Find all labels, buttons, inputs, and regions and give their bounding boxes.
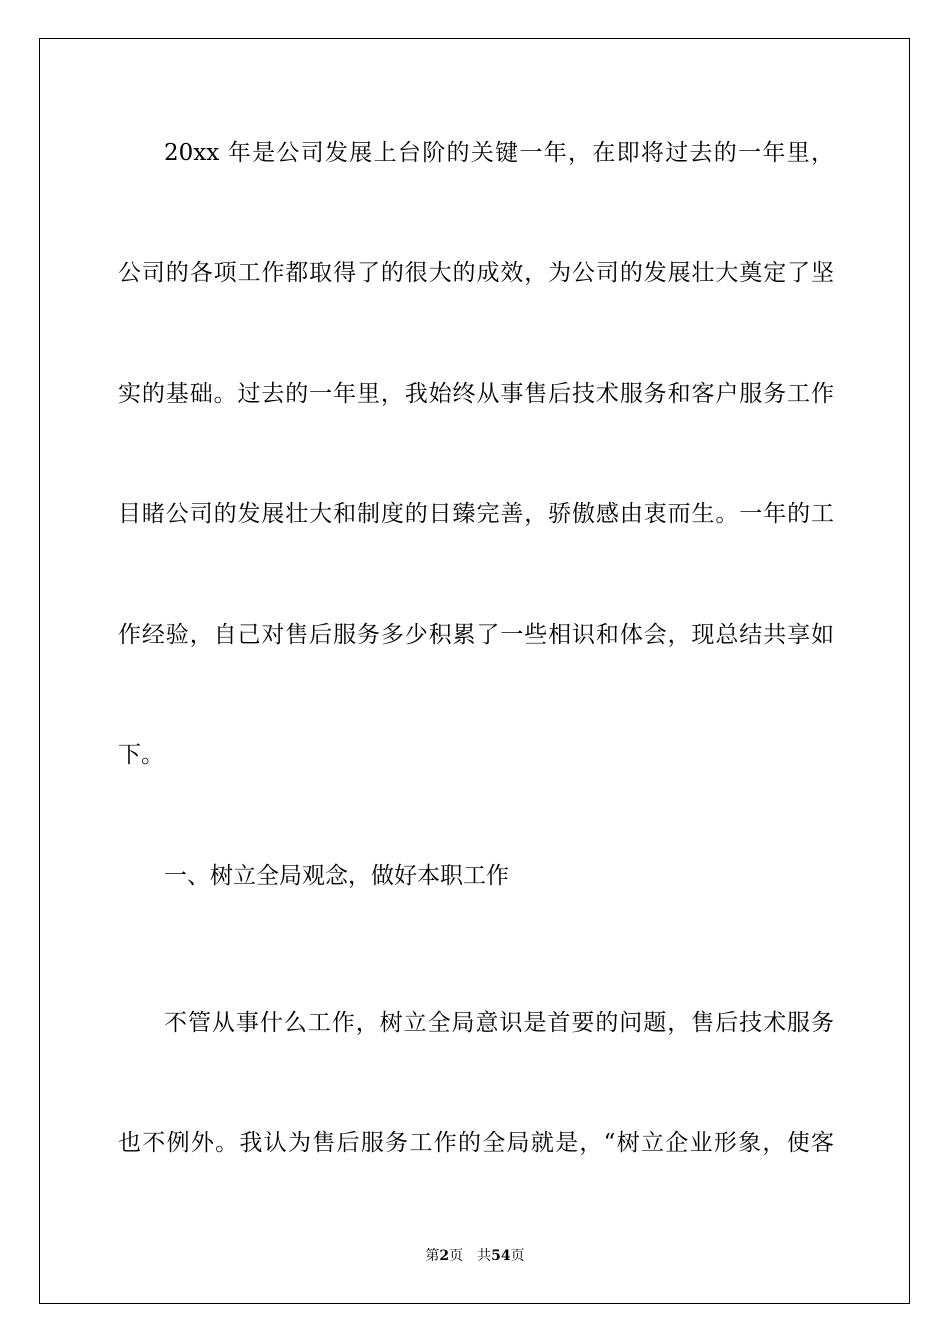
paragraph-line-3: 实的基础。过去的一年里，我始终从事售后技术服务和客户服务工作 — [118, 381, 834, 407]
page-border — [39, 38, 910, 1304]
paragraph-line-4: 目睹公司的发展壮大和制度的日臻完善，骄傲感由衷而生。一年的工 — [118, 501, 834, 527]
page-prefix: 第 — [425, 1248, 440, 1264]
section-heading: 一、树立全局观念，做好本职工作 — [164, 863, 509, 889]
total-page-number: 54 — [491, 1248, 511, 1264]
page-suffix: 页 — [449, 1248, 464, 1264]
paragraph-line-1: 20xx 年是公司发展上台阶的关键一年，在即将过去的一年里， — [164, 140, 834, 166]
paragraph-line-2: 公司的各项工作都取得了的很大的成效，为公司的发展壮大奠定了坚 — [118, 260, 834, 286]
paragraph-line-6: 下。 — [118, 742, 164, 768]
total-prefix: 共 — [477, 1248, 492, 1264]
total-suffix: 页 — [510, 1248, 525, 1264]
paragraph-line-5: 作经验，自己对售后服务多少积累了一些相识和体会，现总结共享如 — [118, 622, 834, 648]
current-page-number: 2 — [439, 1248, 450, 1264]
page-footer — [0, 1246, 950, 1266]
paragraph-line-8: 也不例外。我认为售后服务工作的全局就是，“树立企业形象，使客 — [118, 1130, 834, 1156]
paragraph-line-7: 不管从事什么工作，树立全局意识是首要的问题，售后技术服务 — [164, 1010, 834, 1036]
